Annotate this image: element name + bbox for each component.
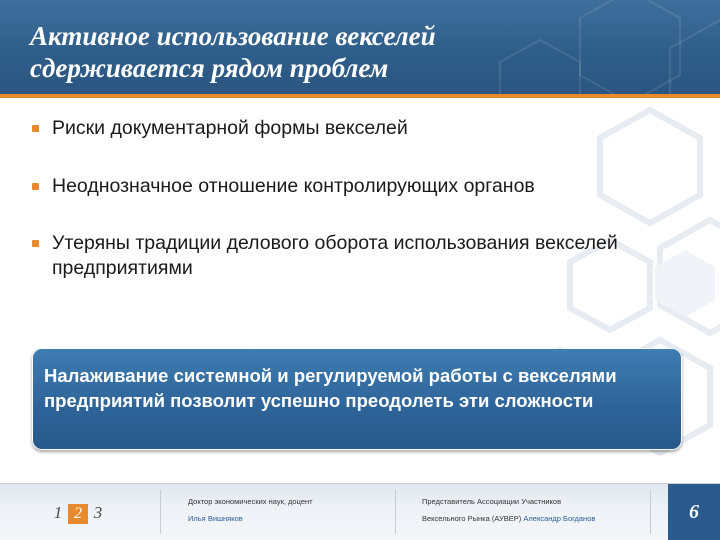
bullet-text: Неоднозначное отношение контролирующих органов — [52, 175, 535, 197]
author1-role: Доктор экономических наук, доцент — [188, 497, 313, 506]
bullet-text: Утеряны традиции делового оборота использования векселей предприятиями — [52, 232, 618, 279]
title-line-1: Активное использование векселей — [30, 21, 436, 51]
footer — [0, 483, 720, 540]
page-title — [30, 20, 630, 84]
bullet-list — [32, 116, 652, 281]
callout-box — [32, 348, 682, 450]
pager — [48, 503, 108, 524]
bullet-text: Риски документарной формы векселей — [52, 117, 408, 139]
footer-divider — [395, 490, 396, 534]
bullet-item — [32, 174, 652, 199]
title-underline — [0, 94, 720, 98]
bullet-marker-icon — [32, 240, 39, 247]
bullet-marker-icon — [32, 183, 39, 190]
title-line-2: сдерживается рядом проблем — [30, 53, 389, 83]
footer-divider — [160, 490, 161, 534]
pager-item-2-active[interactable]: 2 — [68, 504, 88, 524]
pager-item-1[interactable]: 1 — [53, 503, 63, 522]
slide-number: 6 — [668, 484, 720, 540]
pager-item-3[interactable]: 3 — [93, 503, 103, 522]
callout-text: Налаживание системной и регулируемой работы с векселями предприятий позволит успешно преодолеть эти сложности — [44, 365, 617, 411]
bullet-marker-icon — [32, 125, 39, 132]
bullet-item — [32, 231, 652, 281]
author1-name: Илья Вишняков — [188, 514, 243, 523]
bullet-item — [32, 116, 652, 141]
author2-org-name: Вексельного Рынка (АУВЕР) Александр Богданов — [422, 514, 596, 523]
title-bar — [0, 0, 720, 98]
footer-divider — [650, 490, 651, 534]
author2-role: Представитель Ассоциации Участников — [422, 497, 562, 506]
